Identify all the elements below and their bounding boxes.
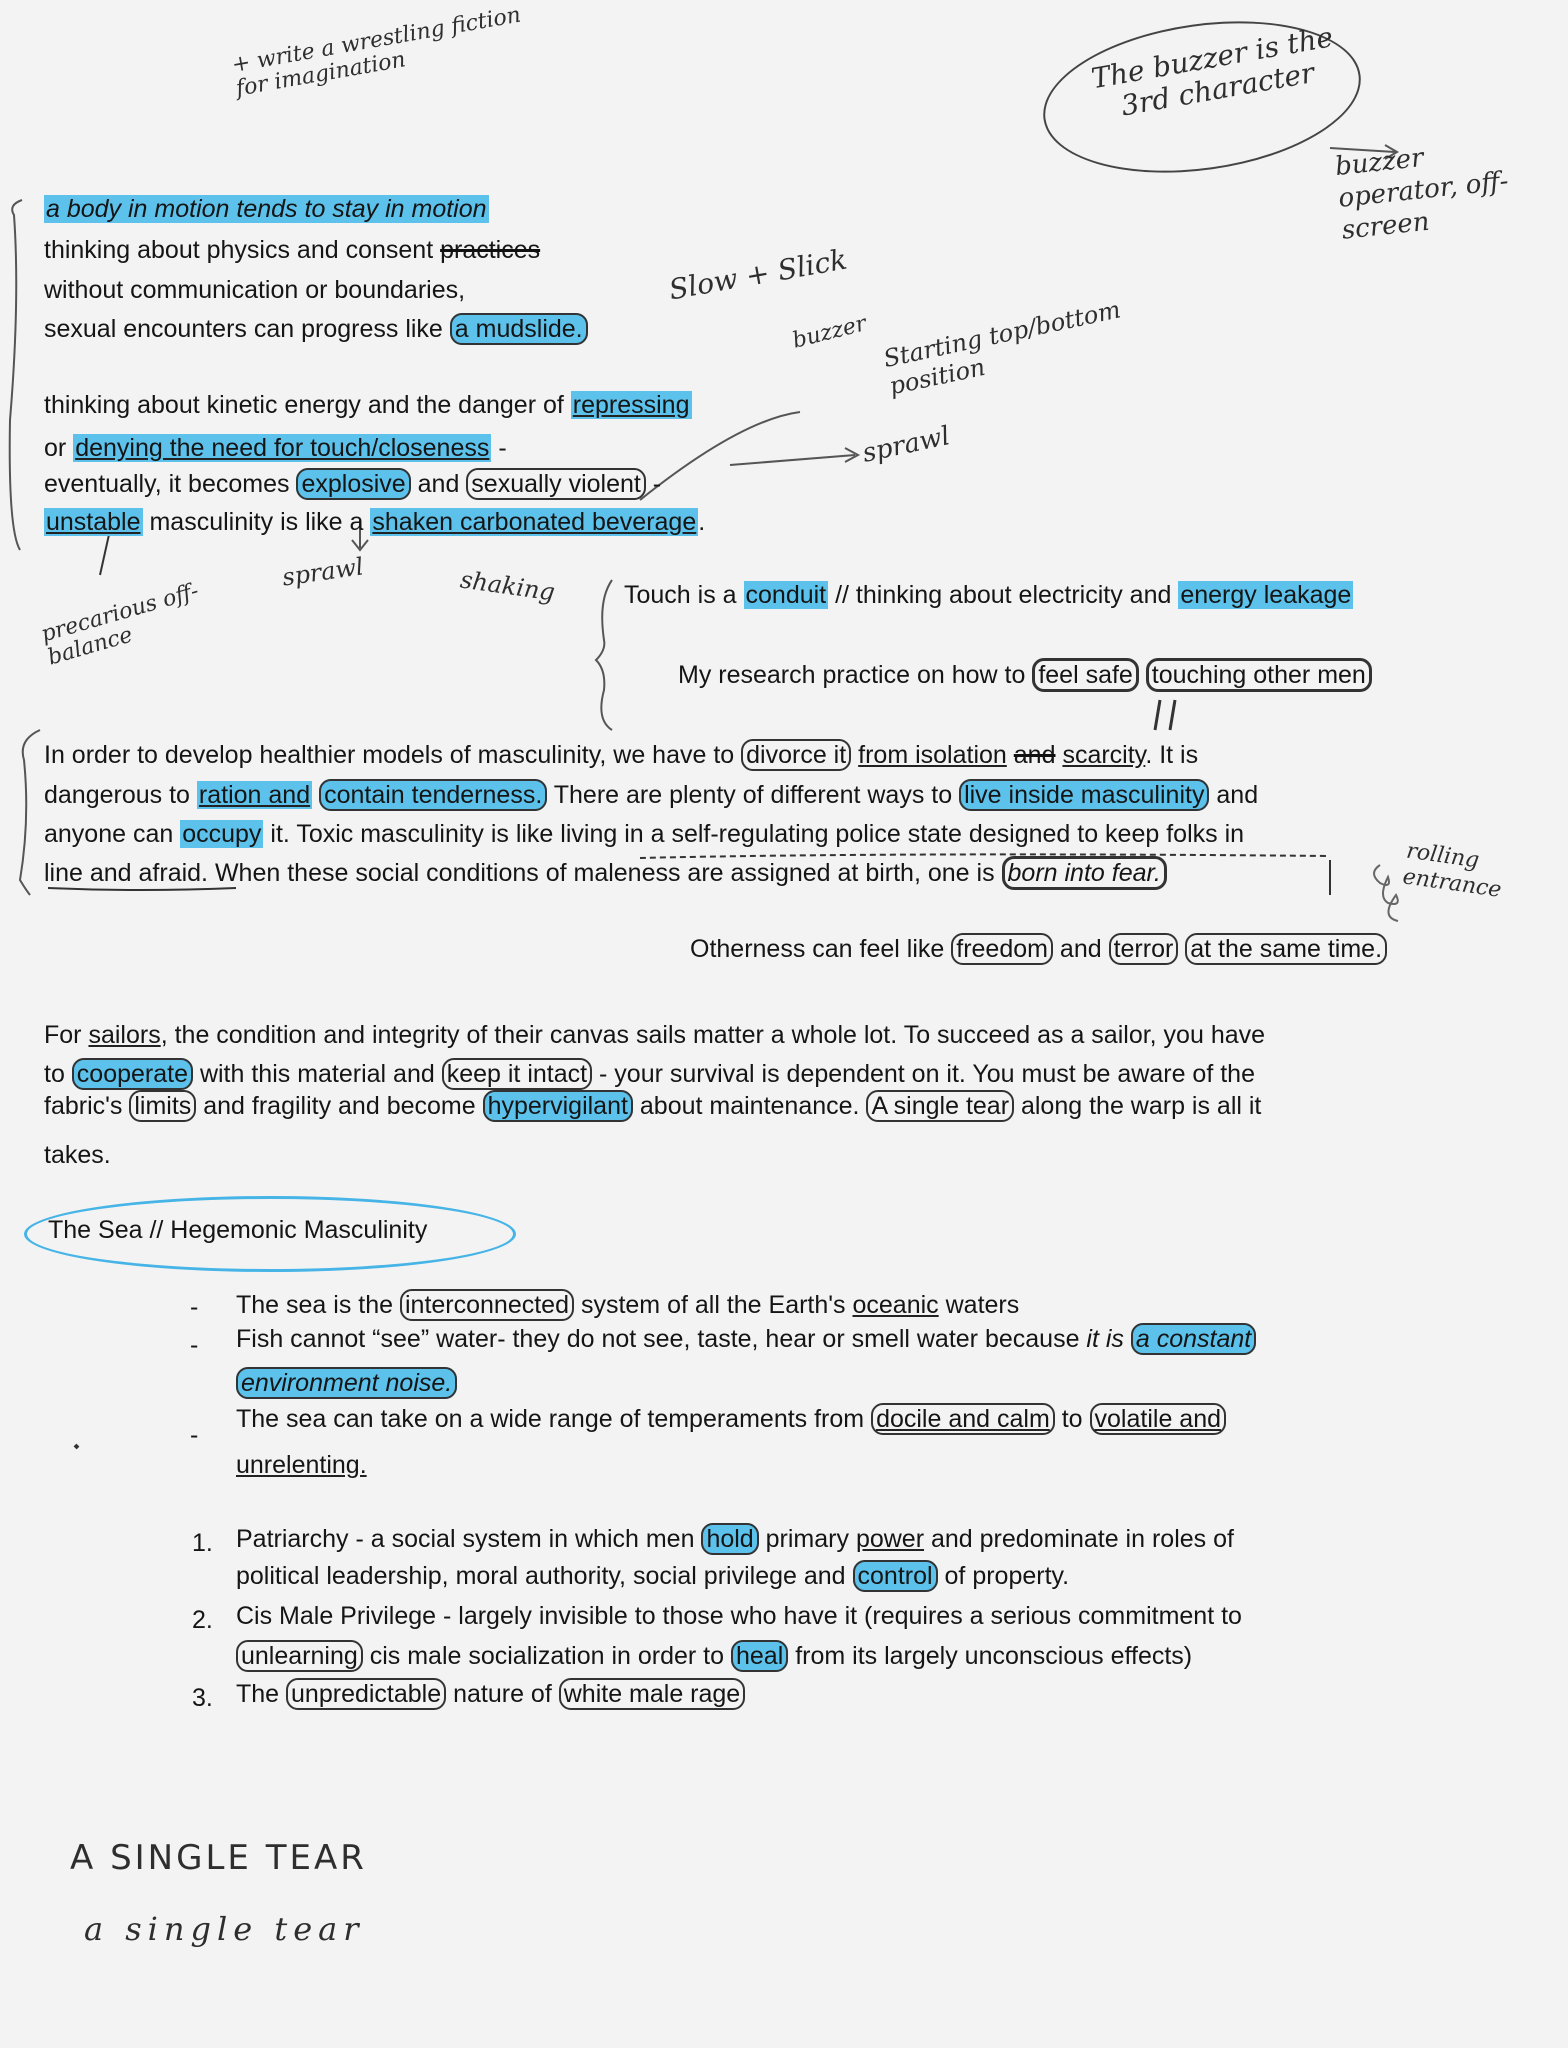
numbered-2-line2 [236, 1641, 1192, 1671]
text: For [44, 1021, 89, 1049]
circled-contain-tenderness: contain tenderness. [319, 779, 547, 811]
touch-line2 [678, 660, 1372, 690]
block1-line2 [44, 235, 540, 265]
text: The sea can take on a wide range of temperaments from [236, 1405, 872, 1433]
circled-heal: heal [731, 1640, 788, 1672]
circled-keep-it-intact: keep it intact [442, 1058, 592, 1090]
text: . [698, 508, 706, 536]
rolling-loop [1374, 865, 1398, 921]
text: . It is [1145, 741, 1199, 769]
text: political leadership, moral authority, social privilege and [236, 1562, 853, 1590]
handwritten-starting-position: Starting top/bottom position [881, 295, 1124, 401]
underline-line-afraid [48, 888, 236, 890]
text: - [645, 470, 662, 498]
sailors-line3 [44, 1091, 1261, 1121]
bullet-dash-3: - [190, 1421, 199, 1449]
text [1139, 661, 1146, 689]
arrow-repressing [640, 412, 800, 500]
circled-touching-other-men: touching other men [1146, 658, 1372, 692]
para1-line4 [44, 858, 1167, 888]
text: along the warp is all it [1014, 1092, 1262, 1120]
text: eventually, it becomes [44, 470, 297, 498]
text: nature of [446, 1680, 559, 1708]
otherness-line [690, 934, 1387, 964]
highlight-repressing: repressing [572, 391, 690, 419]
text: thinking about kinetic energy and the danger of [44, 391, 571, 419]
circled-sexually-violent: sexually violent [466, 468, 646, 500]
highlight-denying-touch: denying the need for touch/closeness [75, 434, 490, 462]
text: anyone can [44, 820, 181, 848]
circled-interconnected: interconnected [400, 1289, 574, 1321]
para1-line3 [44, 819, 1244, 849]
text [1007, 741, 1014, 769]
text: , the condition and integrity of their canvas sails matter a whole lot. To succeed as a sailor, you have [160, 1021, 1266, 1049]
bracket-touch [596, 580, 612, 730]
text: or [44, 434, 74, 462]
text: masculinity is like a [142, 508, 371, 536]
circled-hypervigilant: hypervigilant [483, 1090, 633, 1122]
text: about maintenance. [632, 1092, 867, 1120]
text: - your survival is dependent on it. You must be aware of the [592, 1060, 1255, 1088]
sailors-line2 [44, 1059, 1255, 1089]
para1-line2 [44, 780, 1258, 810]
handwritten-sprawl-1: sprawl [859, 421, 953, 469]
sea-heading: The Sea // Hegemonic Masculinity [48, 1216, 428, 1244]
text: thinking about physics and consent [44, 236, 441, 264]
text: from its largely unconscious effects) [788, 1642, 1193, 1670]
circled-explosive: explosive [296, 468, 410, 500]
text: My research practice on how to [678, 661, 1033, 689]
circled-live-inside-masculinity: live inside masculinity [959, 779, 1209, 811]
bullet-1 [236, 1290, 1019, 1320]
text: and [410, 470, 467, 498]
circled-freedom: freedom [951, 933, 1053, 965]
text: Fish cannot “see” water- they do not see, taste, hear or smell water because [236, 1325, 1087, 1353]
block1-line3: without communication or boundaries, [44, 276, 466, 304]
text: it. Toxic masculinity is like [263, 820, 561, 848]
underlined-line-afraid: line and afraid. [44, 859, 209, 887]
text: to [44, 1060, 72, 1088]
handwritten-buzzer: buzzer [790, 311, 869, 354]
handwritten-slow-slick: Slow + Slick [666, 242, 850, 307]
text: and [1052, 935, 1109, 963]
text: sexual encounters can progress like [44, 315, 450, 343]
text: with this material and [193, 1060, 442, 1088]
block2-line3 [44, 469, 661, 499]
struck-practices: practices [440, 236, 541, 264]
bullet-2-line2 [236, 1368, 457, 1398]
block2-line2 [44, 433, 507, 463]
slash-safe [1155, 700, 1175, 730]
text: cis male socialization in order to [362, 1642, 731, 1670]
para1-line1 [44, 740, 1198, 770]
underlined-sailors: sailors [88, 1021, 161, 1049]
circled-unlearning: unlearning [236, 1640, 363, 1672]
circled-cooperate: cooperate [72, 1058, 193, 1090]
handwritten-shaking: shaking [458, 565, 557, 607]
text: In order to develop healthier models of masculinity, we have to [44, 741, 742, 769]
text: of property. [937, 1562, 1070, 1590]
circled-control: control [853, 1560, 938, 1592]
numbered-2-line1: Cis Male Privilege - largely invisible to those who have it (requires a serious commitment to [236, 1602, 1242, 1630]
handwritten-precarious: precarious off-balance [38, 578, 202, 671]
highlight-energy-leakage: energy leakage [1180, 581, 1352, 609]
boxed-born-into-fear: born into fear. [1002, 856, 1167, 890]
text: and fragility and become [196, 1092, 483, 1120]
text: When these social conditions of maleness are assigned at birth, one is [208, 859, 1002, 887]
circled-volatile-and: volatile and [1090, 1403, 1226, 1435]
highlight-body-motion: a body in motion tends to stay in motion [46, 195, 487, 223]
text: dangerous to [44, 781, 197, 809]
bracket-left-1 [10, 200, 22, 550]
arrow-violent [730, 448, 858, 465]
highlight-occupy: occupy [182, 820, 262, 848]
sailors-line4: takes. [44, 1141, 111, 1169]
circled-unpredictable: unpredictable [286, 1678, 446, 1710]
bullet-dot [75, 1445, 78, 1448]
bracket-left-2 [20, 730, 40, 895]
handwritten-buzzer-operator: buzzer operator, off-screen [1333, 142, 1510, 246]
block1-line4 [44, 314, 588, 344]
bullet-3-line1 [236, 1404, 1226, 1434]
circled-mudslide: a mudslide. [450, 313, 588, 345]
underlined-from-isolation: from isolation [858, 741, 1007, 769]
circled-at-the-same-time: at the same time. [1185, 933, 1387, 965]
text: The [236, 1680, 287, 1708]
text: // thinking about electricity and [828, 581, 1179, 609]
circled-hold: hold [701, 1523, 758, 1555]
circled-a-single-tear: A single tear [866, 1090, 1014, 1122]
block2-line4 [44, 507, 705, 537]
number-2: 2. [192, 1606, 213, 1634]
circled-white-male-rage: white male rage [559, 1678, 745, 1710]
touch-line1 [624, 580, 1353, 610]
bullet-2-line1 [236, 1324, 1256, 1354]
text: waters [938, 1291, 1020, 1319]
text: - [491, 434, 507, 462]
text: Touch is a [624, 581, 744, 609]
handwritten-rolling-entrance: rolling entrance [1401, 838, 1503, 903]
struck-and: and [1013, 741, 1056, 769]
underlined-unrelenting: unrelenting. [236, 1451, 367, 1479]
italic-it-is: it is [1086, 1325, 1131, 1353]
sailors-line1 [44, 1020, 1265, 1050]
text: system of all the Earth's [574, 1291, 853, 1319]
underlined-scarcity: scarcity [1062, 741, 1146, 769]
circled-terror: terror [1109, 933, 1179, 965]
bullet-dash-1: - [190, 1293, 199, 1321]
highlight-shaken-beverage: shaken carbonated beverage [372, 508, 697, 536]
highlight-unstable: unstable [46, 508, 141, 536]
dashed-underline-police-state: living in a self-regulating police state designed to keep folks in [560, 820, 1245, 848]
numbered-1-line2 [236, 1561, 1069, 1591]
text: and [1209, 781, 1259, 809]
text: and predominate in roles of [924, 1525, 1234, 1553]
circled-feel-safe: feel safe [1032, 658, 1139, 692]
numbered-3-line1 [236, 1679, 745, 1709]
numbered-1-line1 [236, 1524, 1234, 1554]
handwritten-buzzer-character: The buzzer is the 3rd character [1088, 20, 1336, 123]
circled-docile-and-calm: docile and calm [871, 1403, 1055, 1435]
handwritten-top-note: + write a wrestling fiction for imagination [229, 2, 523, 102]
circled-divorce-it: divorce it [741, 739, 851, 771]
block1-line1 [44, 194, 489, 224]
block2-line1 [44, 390, 692, 420]
circled-limits: limits [129, 1090, 196, 1122]
number-3: 3. [192, 1684, 213, 1712]
text: Patriarchy - a social system in which men [236, 1525, 702, 1553]
text: primary [758, 1525, 856, 1553]
underlined-oceanic: oceanic [852, 1291, 939, 1319]
circled-a-constant: a constant [1131, 1323, 1256, 1355]
bullet-3-line2 [236, 1450, 367, 1480]
text: Otherness can feel like [690, 935, 952, 963]
handwritten-single-tear-lower: a single tear [84, 1910, 365, 1948]
handwritten-single-tear-caps: A SINGLE TEAR [70, 1838, 367, 1878]
handwritten-sprawl-2: sprawl [280, 552, 366, 592]
highlight-conduit: conduit [745, 581, 827, 609]
underlined-power: power [855, 1525, 925, 1553]
text: There are plenty of different ways to [547, 781, 960, 809]
highlight-ration-and: ration and [198, 781, 311, 809]
text: The sea is the [236, 1291, 400, 1319]
number-1: 1. [192, 1529, 213, 1557]
text: fabric's [44, 1092, 130, 1120]
highlight-environment-noise: environment noise. [236, 1367, 457, 1399]
text: to [1054, 1405, 1090, 1433]
bullet-dash-2: - [190, 1331, 199, 1359]
